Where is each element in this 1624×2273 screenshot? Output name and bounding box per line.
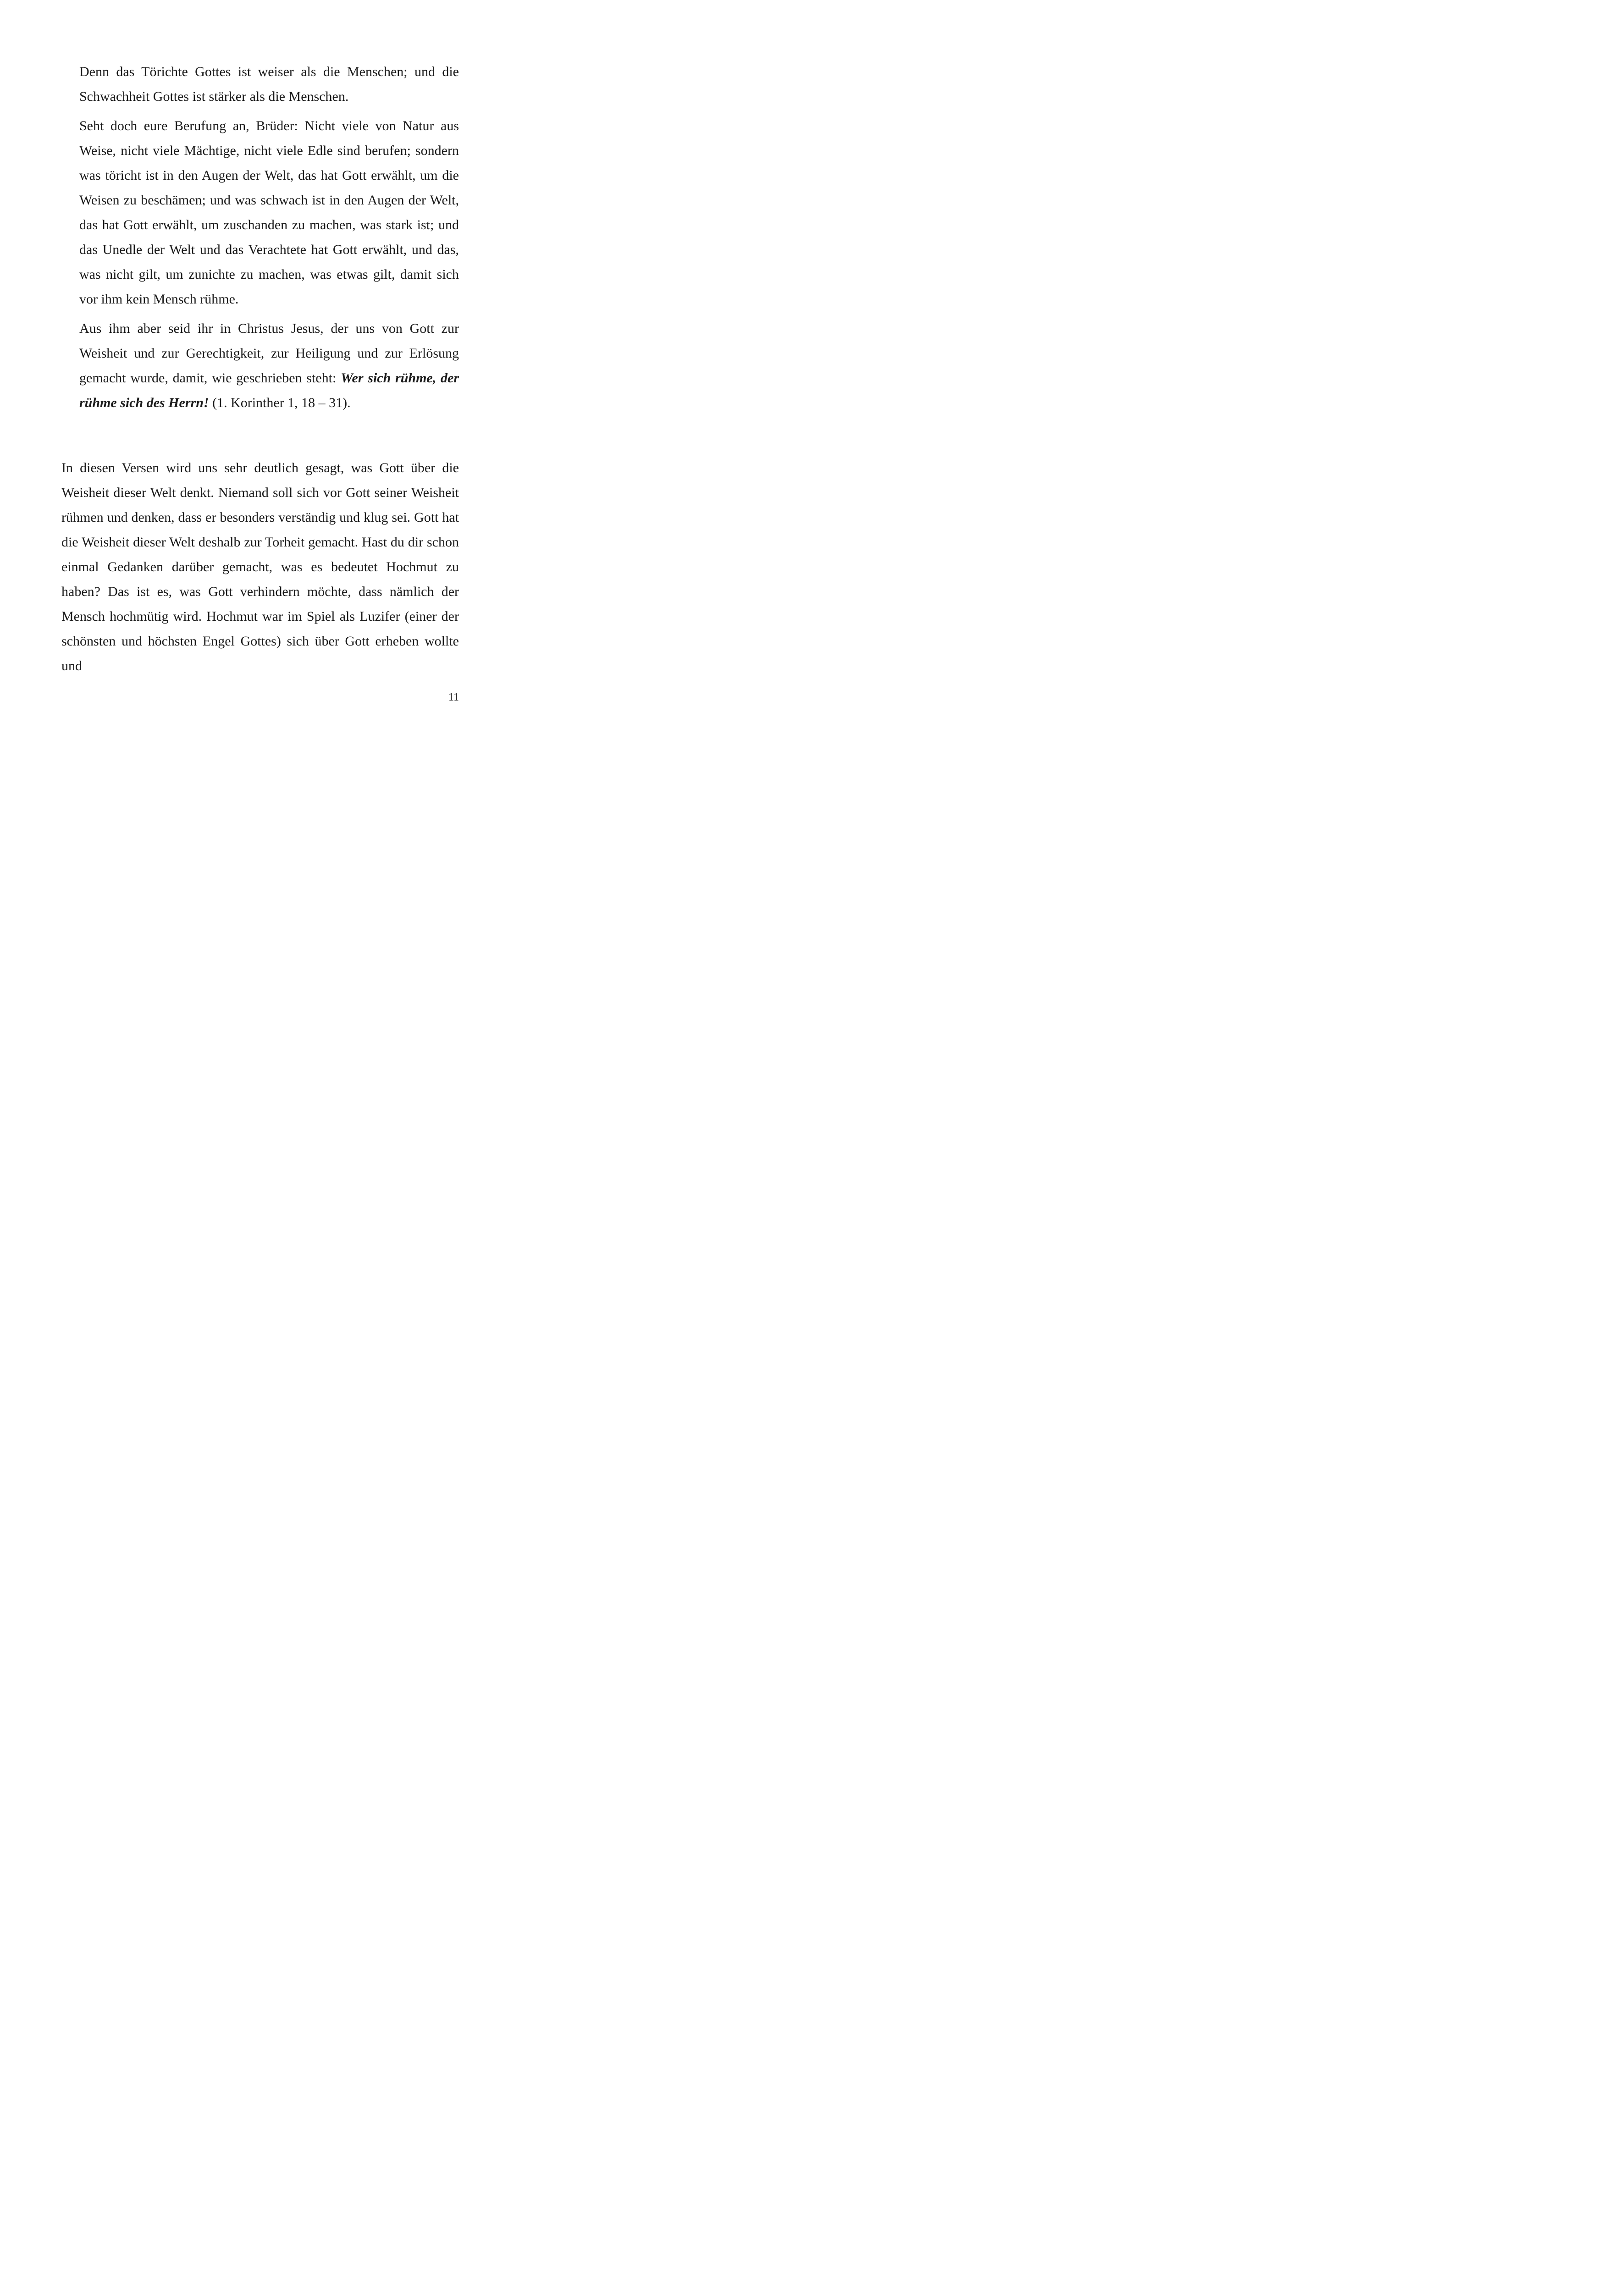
quote-paragraph: Denn das Törichte Gottes ist weiser als die Menschen; und die Schwachheit Gottes ist stärker als die Menschen. (79, 64, 459, 104)
quote-paragraph (79, 316, 459, 415)
commentary-text (61, 456, 459, 679)
bible-quote (79, 60, 459, 420)
quote-text: Aus ihm aber seid ihr in Christus Jesus, der uns von Gott zur Weisheit und zur Gerechtigkeit, zur Heiligung und zur Erlösung gemacht wurde, damit, wie geschrieben steht: (79, 321, 459, 386)
quote-emphasis: Wer sich rühme, der rühme sich des Herrn! (79, 370, 459, 410)
quote-reference: (1. Korinther 1, 18 – 31). (209, 395, 351, 410)
page-number: 11 (448, 691, 459, 703)
body-paragraph: In diesen Versen wird uns sehr deutlich gesagt, was Gott über die Weisheit dieser Welt denkt. Niemand soll sich vor Gott seiner Weisheit rühmen und denken, dass er besonders verständig und klug sei. Gott hat die Weisheit dieser Welt deshalb zur Torheit gemacht. Hast du dir schon einmal Gedanken darüber gemacht, was es bedeutet Hochmut zu haben? Das ist es, was Gott verhindern möchte, dass nämlich der Mensch hochmütig wird. Hochmut war im Spiel als Luzifer (einer der schönsten und höchsten Engel Gottes) sich über Gott erheben wollte und (61, 460, 459, 673)
quote-paragraph: Seht doch eure Berufung an, Brüder: Nicht viele von Natur aus Weise, nicht viele Mächtige, nicht viele Edle sind berufen; sondern was töricht ist in den Augen der Welt, das hat Gott erwählt, um die Weisen zu beschämen; und was schwach ist in den Augen der Welt, das hat Gott erwählt, um zuschanden zu machen, was stark ist; und das Unedle der Welt und das Verachtete hat Gott erwählt, und das, was nicht gilt, um zunichte zu machen, was etwas gilt, damit sich vor ihm kein Mensch rühme. (79, 118, 459, 307)
